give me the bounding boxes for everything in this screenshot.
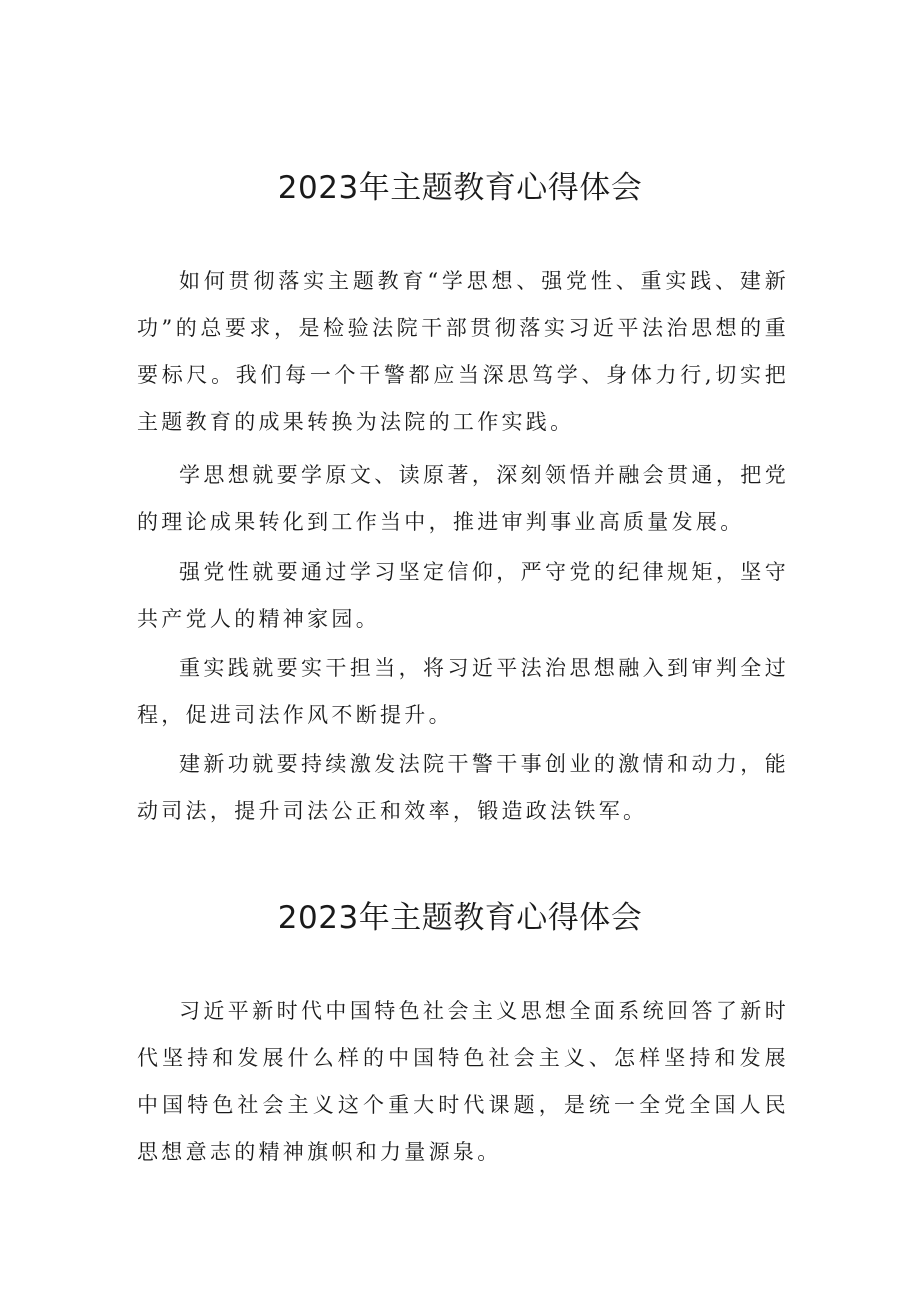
section-1-paragraph-1: 如何贯彻落实主题教育“学思想、强党性、重实践、建新功”的总要求，是检验法院干部贯彻落实习近平法治思想的重要标尺。我们每一个干警都应当深思笃学、身体力行,切实把主题教育的成果转换为法院的工作实践。 bbox=[137, 269, 789, 434]
section-2-paragraph-1: 习近平新时代中国特色社会主义思想全面系统回答了新时代坚持和发展什么样的中国特色社会主义、怎样坚持和发展中国特色社会主义这个重大时代课题，是统一全党全国人民思想意志的精神旗帜和力量源泉。 bbox=[137, 999, 789, 1164]
section-1-paragraph-5: 建新功就要持续激发法院干警干事创业的激情和动力，能动司法，提升司法公正和效率，锻造政法铁军。 bbox=[137, 752, 789, 823]
section-2-title: 2023年主题教育心得体会 bbox=[277, 900, 643, 936]
section-1-paragraph-4: 重实践就要实干担当，将习近平法治思想融入到审判全过程，促进司法作风不断提升。 bbox=[137, 656, 789, 727]
section-1-title: 2023年主题教育心得体会 bbox=[277, 170, 643, 206]
section-1-paragraph-2: 学思想就要学原文、读原著，深刻领悟并融会贯通，把党的理论成果转化到工作当中，推进审判事业高质量发展。 bbox=[137, 463, 789, 534]
section-1-paragraph-3: 强党性就要通过学习坚定信仰，严守党的纪律规矩，坚守共产党人的精神家园。 bbox=[137, 560, 789, 631]
